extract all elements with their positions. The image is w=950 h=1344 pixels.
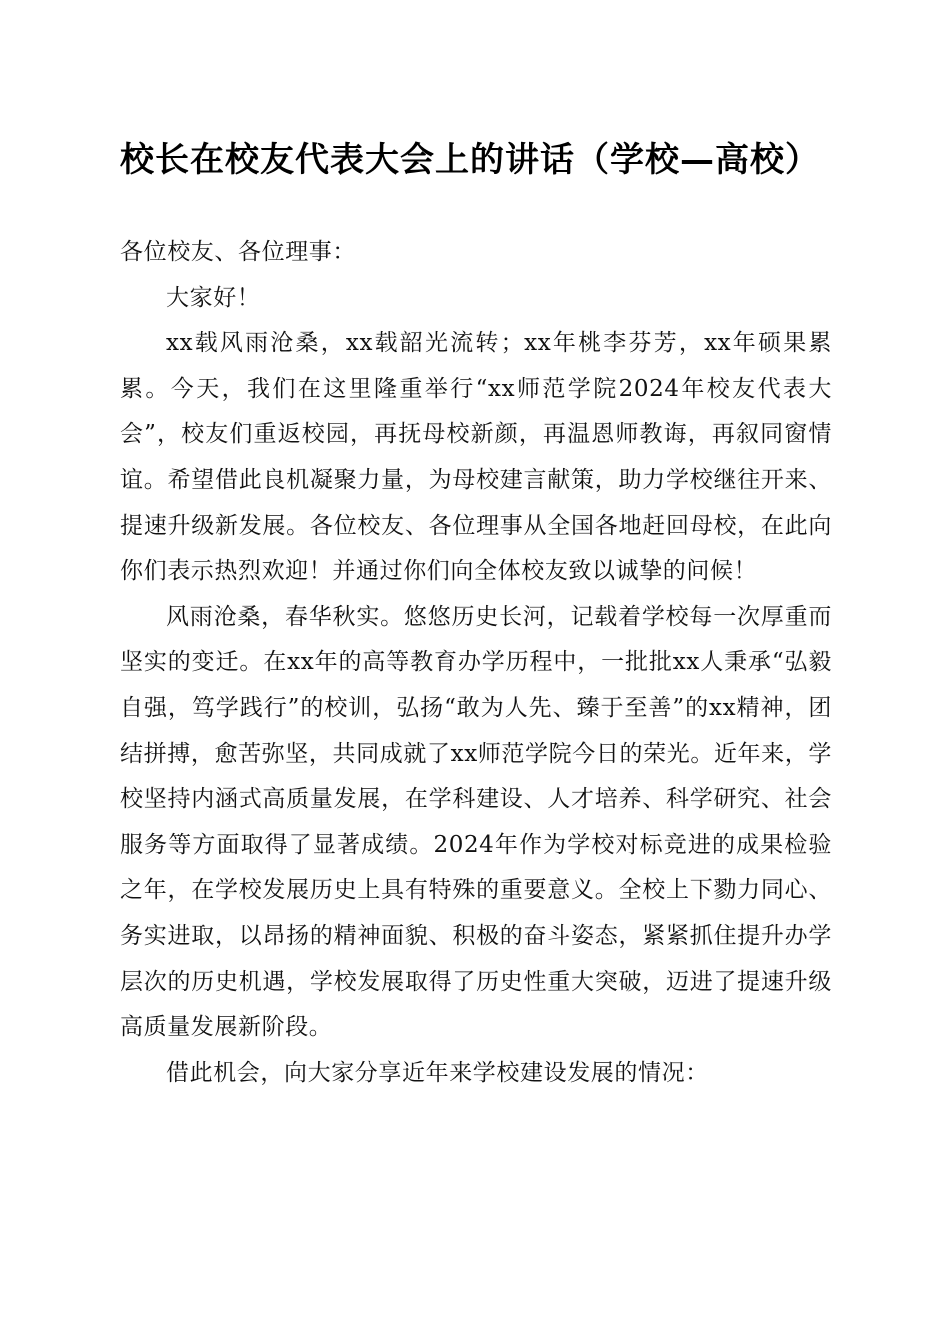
document-body (120, 230, 832, 1096)
salutation: 各位校友、各位理事： (120, 239, 356, 265)
paragraph-greeting: 大家好！ (166, 284, 261, 311)
paragraph-welcome: xx载风雨沧桑，xx载韶光流转；xx年桃李芬芳，xx年硕果累累。今天，我们在这里隆重举行“xx师范学院2024年校友代表大会”，校友们重返校园，再抚母校新颜，再温恩师教诲，再叙同窗情谊。希望借此良机凝聚力量，为母校建言献策，助力学校继往开来、提速升级新发展。各位校友、各位理事从全国各地赶回母校，在此向你们表示热烈欢迎！并通过你们向全体校友致以诚挚的问候！ (120, 330, 832, 585)
paragraph-history: 风雨沧桑，春华秋实。悠悠历史长河，记载着学校每一次厚重而坚实的变迁。在xx年的高等教育办学历程中，一批批xx人秉承“弘毅自强，笃学践行”的校训，弘扬“敢为人先、臻于至善”的xx精神，团结拼搏，愈苦弥坚，共同成就了xx师范学院今日的荣光。近年来，学校坚持内涵式高质量发展，在学科建设、人才培养、科学研究、社会服务等方面取得了显著成绩。2024年作为学校对标竞进的成果检验之年，在学校发展历史上具有特殊的重要意义。全校上下勠力同心、务实进取，以昂扬的精神面貌、积极的奋斗姿态，紧紧抓住提升办学层次的历史机遇，学校发展取得了历史性重大突破，迈进了提速升级高质量发展新阶段。 (120, 603, 832, 1041)
paragraph-transition: 借此机会，向大家分享近年来学校建设发展的情况： (166, 1059, 709, 1086)
document-title: 校长在校友代表大会上的讲话（学校—高校） (120, 140, 820, 180)
